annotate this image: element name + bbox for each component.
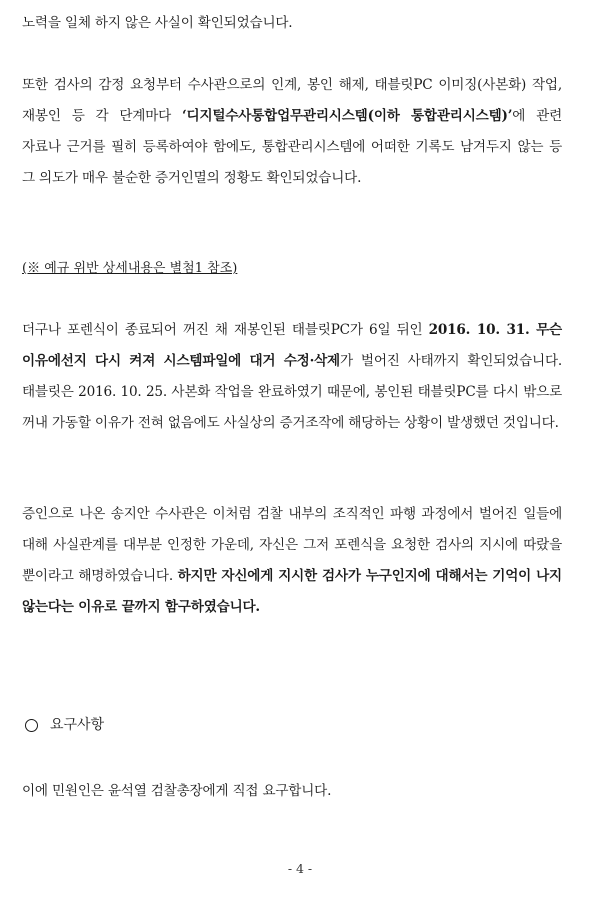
paragraph-text: 또한 검사의 감정 요청부터 수사관으로의 인계, 봉인 해제, 태블릿PC 이미징(사본화) 작업, 재봉인 등 각 단계마다 <box>22 77 562 124</box>
section-heading <box>22 713 104 737</box>
paragraph-system-records <box>22 70 562 194</box>
paragraph-demand: 이에 민원인은 윤석열 검찰총장에게 직접 요구합니다. <box>22 783 332 799</box>
reference-note: (※ 예규 위반 상세내용은 별첨1 참조) <box>22 261 238 276</box>
paragraph-witness-testimony <box>22 499 562 623</box>
paragraph-bold-text: ‘디지털수사통합업무관리시스템(이하 통합관리시스템)’ <box>182 108 513 124</box>
circle-bullet-icon <box>25 719 38 732</box>
paragraph-text: 증인으로 나온 송지안 수사관은 이처럼 검찰 내부의 조직적인 파행 과정에서 벌어진 일들에 대해 사실관계를 대부분 인정한 가운데, 자신은 그저 포렌식을 요청한 검사의 지시에 따랐을 뿐이라고 해명하였습니다. <box>22 506 562 584</box>
paragraph-intro: 노력을 일체 하지 않은 사실이 확인되었습니다. <box>22 15 293 31</box>
paragraph-bold-text: 2016. 10. 31. 무슨 이유에선지 다시 켜져 시스템파일에 대거 수정·삭제 <box>22 322 562 369</box>
paragraph-text: 에 관련 자료나 근거를 필히 등록하여야 함에도, 통합관리시스템에 어떠한 기록도 남겨두지 않는 등 그 의도가 매우 불순한 증거인멸의 정황도 확인되었습니다. <box>22 108 562 186</box>
paragraph-text: 더구나 포렌식이 종료되어 꺼진 채 재봉인된 태블릿PC가 6일 뒤인 <box>22 322 429 338</box>
paragraph-bold-text: 하지만 자신에게 지시한 검사가 누구인지에 대해서는 기억이 나지 않는다는 이유로 끝까지 함구하였습니다. <box>22 568 562 615</box>
page-number: - 4 - <box>287 861 313 876</box>
section-heading-text: 요구사항 <box>50 717 105 733</box>
paragraph-text: 가 벌어진 사태까지 확인되었습니다. 태블릿은 2016. 10. 25. 사본화 작업을 완료하였기 때문에, 봉인된 태블릿PC를 다시 밖으로 꺼내 가동할 이유가 전혀 없음에도 사실상의 증거조작에 해당하는 상황이 발생했던 것입니다. <box>22 353 562 431</box>
paragraph-tablet-reactivated <box>22 315 562 439</box>
